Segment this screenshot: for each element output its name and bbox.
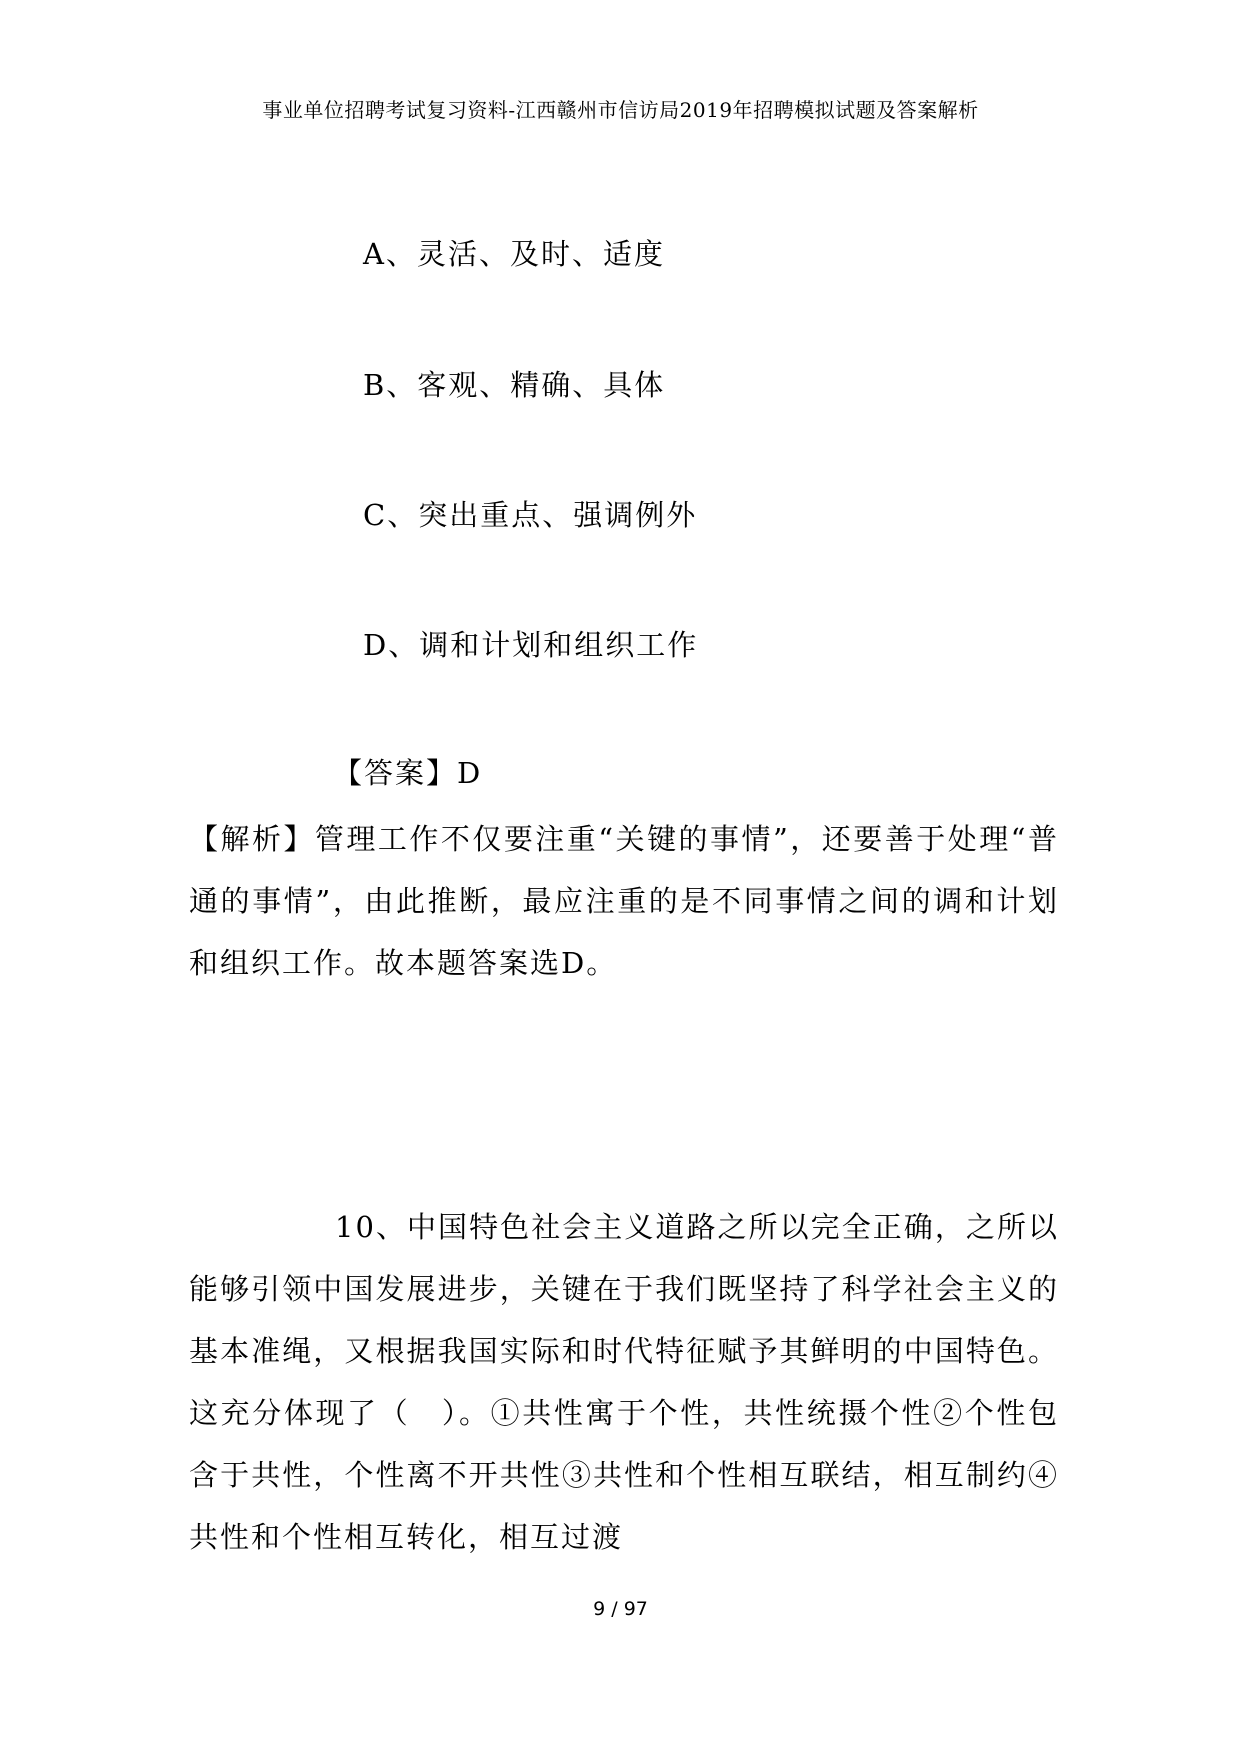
explanation-paragraph: 【解析】管理工作不仅要注重“关键的事情”，还要善于处理“普通的事情”，由此推断，最应注重的是不同事情之间的调和计划和组织工作。故本题答案选D。 bbox=[189, 822, 1059, 980]
option-d: D、调和计划和组织工作 bbox=[363, 628, 699, 662]
option-c: C、突出重点、强调例外 bbox=[363, 498, 698, 532]
question-paragraph: 10、中国特色社会主义道路之所以完全正确，之所以能够引领中国发展进步，关键在于我们既坚持了科学社会主义的基本准绳，又根据我国实际和时代特征赋予其鲜明的中国特色。这充分体现了（ ）。①共性寓于个性，共性统摄个性②个性包含于共性，个性离不开共性③共性和个性相互联结，相互制约④共性和个性相互转化，相互过渡 bbox=[189, 1210, 1059, 1554]
page-number: 9 / 97 bbox=[593, 1598, 648, 1620]
page-header: 事业单位招聘考试复习资料-江西赣州市信访局2019年招聘模拟试题及答案解析 bbox=[262, 98, 979, 122]
option-a: A、灵活、及时、适度 bbox=[363, 237, 665, 271]
answer-line: 【答案】D bbox=[333, 756, 483, 790]
option-b: B、客观、精确、具体 bbox=[363, 368, 666, 402]
